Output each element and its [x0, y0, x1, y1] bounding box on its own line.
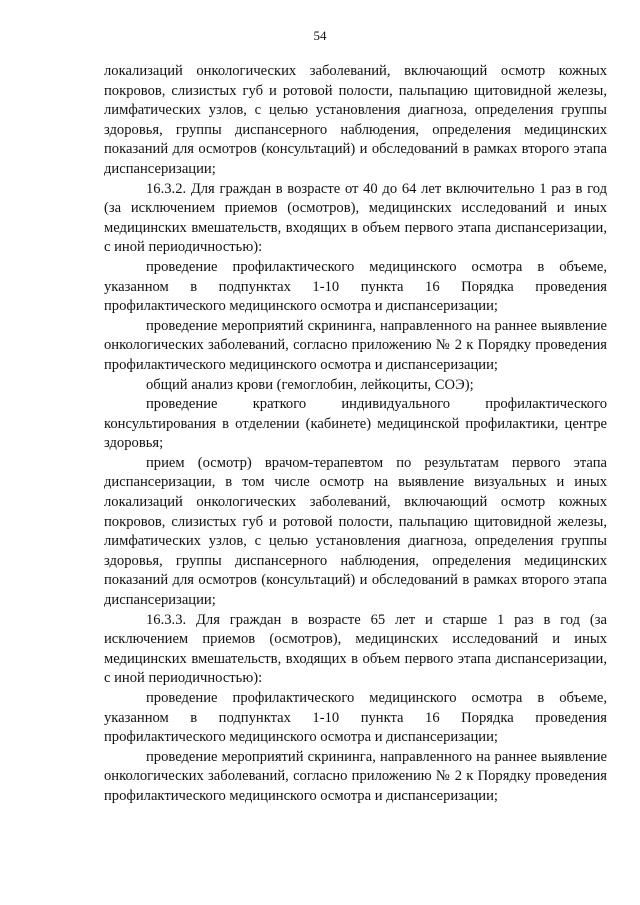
paragraph-item: проведение профилактического медицинского осмотра в объеме, указанном в подпунктах 1-10 пункта 16 Порядка проведения профилактического медицинского осмотра и диспансеризации;	[104, 258, 607, 315]
paragraph-item: проведение краткого индивидуального профилактического консультирования в отделении (кабинете) медицинской профилактики, центре здоровья;	[104, 396, 607, 452]
paragraph-item: проведение мероприятий скрининга, направленного на раннее выявление онкологических заболеваний, согласно приложению № 2 к Порядку проведения профилактического медицинского осмотра и диспансеризации;	[104, 748, 607, 804]
paragraph-16-3-3-heading: 16.3.3. Для граждан в возрасте 65 лет и старше 1 раз в год (за исключением приемов (осмотров), медицинских исследований и иных медицинских вмешательств, входящих в объем первого этапа диспансеризации, с иной периодичностью):	[104, 611, 607, 687]
paragraph-item: проведение мероприятий скрининга, направленного на раннее выявление онкологических заболеваний, согласно приложению № 2 к Порядку проведения профилактического медицинского осмотра и диспансеризации;	[104, 317, 607, 373]
paragraph-continuation: локализаций онкологических заболеваний, включающий осмотр кожных покровов, слизистых губ и ротовой полости, пальпацию щитовидной железы, лимфатических узлов, с целью установления диагноза, определения группы здоровья, группы диспансерного наблюдения, определения медицинских показаний для осмотров (консультаций) и обследований в рамках второго этапа диспансеризации;	[104, 63, 607, 177]
paragraph-item: прием (осмотр) врачом-терапевтом по результатам первого этапа диспансеризации, в том числе осмотр на выявление визуальных и иных локализаций онкологических заболеваний, включающий осмотр кожных покровов, слизистых губ и ротовой полости, пальпацию щитовидной железы, лимфатических узлов, с целью установления диагноза, определения группы здоровья, группы диспансерного наблюдения, определения медицинских показаний для осмотров (консультаций) и обследований в рамках второго этапа диспансеризации;	[104, 454, 607, 609]
page-number: 54	[313, 28, 327, 43]
paragraph-item: общий анализ крови (гемоглобин, лейкоциты, СОЭ);	[146, 376, 474, 393]
document-body	[104, 62, 607, 807]
paragraph-item: проведение профилактического медицинского осмотра в объеме, указанном в подпунктах 1-10 пункта 16 Порядка проведения профилактического медицинского осмотра и диспансеризации;	[104, 690, 607, 746]
paragraph-16-3-2-heading: 16.3.2. Для граждан в возрасте от 40 до 64 лет включительно 1 раз в год (за исключением приемов (осмотров), медицинских исследований и иных медицинских вмешательств, входящих в объем первого этапа диспансеризации, с иной периодичностью):	[104, 180, 607, 256]
